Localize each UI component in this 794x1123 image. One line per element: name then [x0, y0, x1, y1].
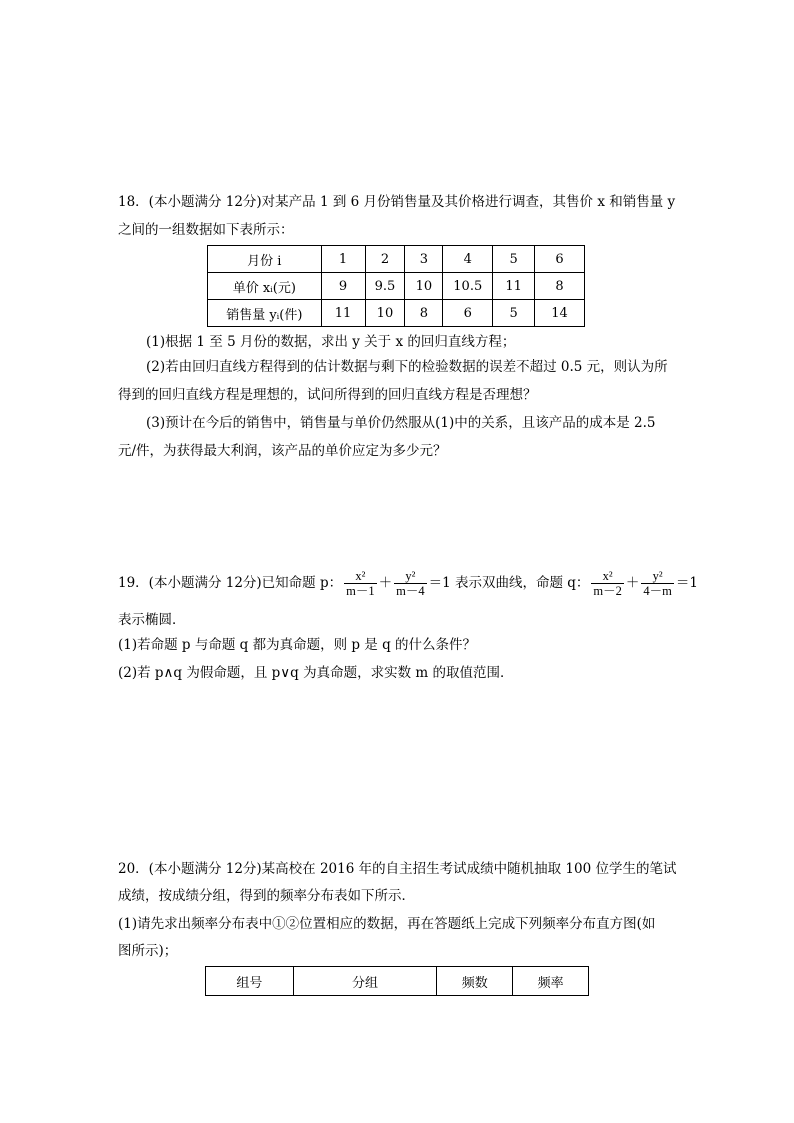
q20-part1-line1: (1)请先求出频率分布表中①②位置相应的数据，再在答题纸上完成下列频率分布直方图(如: [118, 916, 656, 932]
q20-line1: 20．(本小题满分 12分)某高校在 2016 年的自主招生考试成绩中随机抽取 100 位学生的笔试: [118, 861, 677, 877]
q20-part1-line2: 图所示)；: [118, 943, 178, 959]
table-cell: 4: [443, 246, 493, 273]
q19-prefix: 19．(本小题满分 12分)已知命题 p：: [118, 575, 343, 591]
q19-line1: [118, 566, 698, 600]
table-cell: 3: [405, 246, 443, 273]
table-cell: 5: [493, 300, 535, 327]
fraction-denominator: m－1: [346, 584, 375, 598]
table-cell: 14: [535, 300, 585, 327]
q19-line2: 表示椭圆．: [118, 612, 186, 628]
fraction-numerator: y²: [641, 569, 673, 584]
q20-frequency-table: [205, 966, 589, 996]
table-header-cell: 分组: [293, 967, 437, 996]
table-cell: 9.5: [365, 273, 405, 300]
q19-part2: (2)若 p∧q 为假命题，且 p∨q 为真命题，求实数 m 的取值范围．: [118, 665, 514, 681]
q18-part2-line1: (2)若由回归直线方程得到的估计数据与剩下的检验数据的误差不超过 0.5 元，则认为所: [146, 359, 668, 375]
fraction: [344, 569, 376, 598]
q19-part1: (1)若命题 p 与命题 q 都为真命题，则 p 是 q 的什么条件？: [118, 637, 477, 653]
table-row: [208, 246, 585, 273]
table-cell: 2: [365, 246, 405, 273]
plus-sign: ＋: [378, 575, 393, 591]
fraction-numerator: x²: [344, 569, 376, 584]
table-cell: 单价 xᵢ(元): [208, 273, 322, 300]
fraction-denominator: m－2: [593, 584, 622, 598]
plus-sign: ＋: [625, 575, 640, 591]
table-cell: 9: [321, 273, 365, 300]
table-cell: 10: [405, 273, 443, 300]
fraction: [394, 569, 426, 598]
q18-part3-line2: 元/件，为获得最大利润，该产品的单价应定为多少元？: [118, 443, 447, 459]
table-row: [208, 273, 585, 300]
table-cell: 1: [321, 246, 365, 273]
table-cell: 10.5: [443, 273, 493, 300]
table-cell: 11: [493, 273, 535, 300]
fraction: [591, 569, 623, 598]
q19-mid: ＝1 表示双曲线，命题 q：: [428, 575, 590, 591]
fraction-numerator: x²: [591, 569, 623, 584]
table-header-row: [206, 967, 589, 996]
fraction: [641, 569, 673, 598]
fraction-numerator: y²: [394, 569, 426, 584]
q18-part2-line2: 得到的回归直线方程是理想的，试问所得到的回归直线方程是否理想？: [118, 387, 537, 403]
q20-line2: 成绩，按成绩分组，得到的频率分布表如下所示．: [118, 888, 415, 904]
table-cell: 10: [365, 300, 405, 327]
q18-data-table: [207, 245, 585, 327]
q18-line2: 之间的一组数据如下表所示：: [118, 222, 294, 238]
table-row: [208, 300, 585, 327]
q18-part3-line1: (3)预计在今后的销售中，销售量与单价仍然服从(1)中的关系，且该产品的成本是 2.5: [146, 415, 656, 431]
table-cell: 月份 i: [208, 246, 322, 273]
table-cell: 11: [321, 300, 365, 327]
table-cell: 5: [493, 246, 535, 273]
table-cell: 6: [443, 300, 493, 327]
q19-end: ＝1: [675, 575, 698, 591]
q18-line1: 18．(本小题满分 12分)对某产品 1 到 6 月份销售量及其价格进行调查，其售价 x 和销售量 y: [118, 194, 676, 210]
table-header-cell: 频率: [513, 967, 589, 996]
table-cell: 6: [535, 246, 585, 273]
table-header-cell: 频数: [437, 967, 513, 996]
q18-part1: (1)根据 1 至 5 月份的数据，求出 y 关于 x 的回归直线方程；: [146, 334, 516, 350]
table-cell: 销售量 yᵢ(件): [208, 300, 322, 327]
fraction-denominator: m－4: [396, 584, 425, 598]
table-cell: 8: [535, 273, 585, 300]
table-header-cell: 组号: [206, 967, 294, 996]
fraction-denominator: 4－m: [643, 584, 672, 598]
table-cell: 8: [405, 300, 443, 327]
